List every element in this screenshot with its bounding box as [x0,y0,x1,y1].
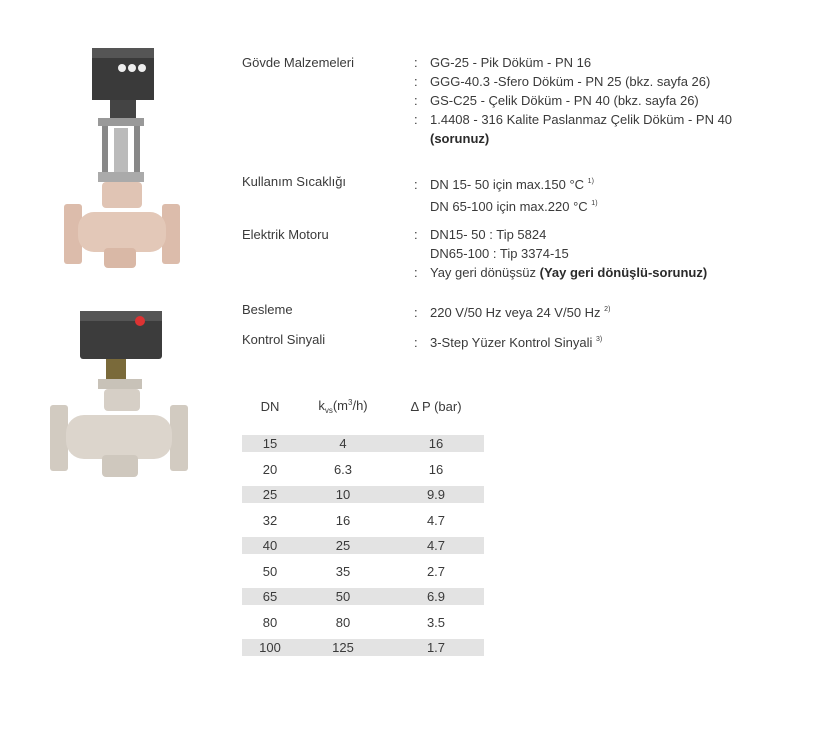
cell-dp: 16 [428,461,444,477]
spec-operating-temperature: Kullanım Sıcaklığı : DN 15- 50 için max.150 °C $^{1)}$ DN 65-100 için max.220 °C $^{1)}$ [242,174,598,214]
spec-value: Yay geri dönüşsüz [430,265,540,280]
cell-dn: 80 [262,614,278,630]
table-row [242,503,484,537]
cell-kvs: 80 [335,614,351,630]
cell-kvs: 125 [298,639,388,656]
spec-value: DN15- 50 : Tip 5824 [430,227,547,242]
table-row [242,639,484,656]
header-dn: DN [260,398,280,414]
cell-dp: 6.9 [388,588,484,605]
footnote-mark: 2) [604,306,611,313]
spec-label: Kontrol Sinyali [242,332,326,347]
spec-value-note: (Yay geri dönüşlü-sorunuz) [539,265,708,280]
spec-label: Gövde Malzemeleri [242,55,354,70]
valve-actuator-image-bottom [44,305,194,495]
cell-dp: 3.5 [426,614,446,630]
spec-value-note: (sorunuz) [430,131,490,146]
table-row [242,588,484,605]
cell-dp: 4.7 [388,537,484,554]
table-row [242,435,484,452]
header-delta-p: Δ P (bar) [410,398,462,414]
cell-kvs: 25 [298,537,388,554]
table-row [242,452,484,486]
cell-dn: 15 [242,435,298,452]
cell-kvs: 6.3 [333,461,353,477]
cell-kvs: 50 [298,588,388,605]
spec-electric-motor: Elektrik Motoru : DN15- 50 : Tip 5824 DN65-100 : Tip 3374-15 : Yay geri dönüşsüz (Yay geri dönüşlü-sorunuz) [242,227,708,280]
spec-value: 1.4408 - 316 Kalite Paslanmaz Çelik Döküm - PN 40 [430,112,733,127]
cell-dn: 32 [262,512,278,528]
cell-kvs: 35 [335,563,351,579]
spec-value: GS-C25 - Çelik Döküm - PN 40 (bkz. sayfa 26) [430,93,699,108]
spec-value: DN65-100 : Tip 3374-15 [430,246,569,261]
table-header-row [242,393,484,419]
table-row [242,554,484,588]
cell-dn: 25 [242,486,298,503]
cell-dn: 100 [242,639,298,656]
cell-dp: 4.7 [426,512,446,528]
footnote-mark: 1) [587,178,594,185]
cell-kvs: 4 [298,435,388,452]
spec-label: Elektrik Motoru [242,227,329,242]
cell-dp: 2.7 [426,563,446,579]
cell-dn: 50 [262,563,278,579]
cell-dn: 20 [262,461,278,477]
spec-value: GG-25 - Pik Döküm - PN 16 [430,55,592,70]
cell-dp: 9.9 [388,486,484,503]
cell-dp: 1.7 [388,639,484,656]
spec-value: GGG-40.3 -Sfero Döküm - PN 25 (bkz. sayfa 26) [430,74,711,89]
footnote-mark: 3) [595,336,603,343]
table-row [242,605,484,639]
cell-kvs: 16 [335,512,351,528]
spec-value: 220 V/50 Hz veya 24 V/50 Hz [430,305,601,320]
cell-kvs: 10 [298,486,388,503]
spec-value: 3-Step Yüzer Kontrol Sinyali [430,335,593,350]
spec-value: DN 65-100 için max.220 °C [430,199,588,214]
spec-body-material: Gövde Malzemeleri : GG-25 - Pik Döküm - PN 16 : GGG-40.3 -Sfero Döküm - PN 25 (bkz. sayfa 26) : GS-C25 - Çelik Döküm - PN 40 (bkz. sayfa 26) : 1.4408 - 316 Kalite Paslanmaz Çelik Döküm - PN 40 (sorunuz) [242,55,733,146]
cell-dn: 65 [242,588,298,605]
spec-supply: Besleme : 220 V/50 Hz veya 24 V/50 Hz $^{2)}$ [242,302,611,320]
dn-kvs-table [242,393,484,656]
valve-actuator-image-top [52,44,192,276]
cell-dn: 40 [242,537,298,554]
table-row [242,537,484,554]
spec-label: Besleme [242,302,293,317]
cell-dp: 16 [388,435,484,452]
spec-value: DN 15- 50 için max.150 °C [430,177,585,192]
header-kvs: $k_{vs}(m^3/h)$ [318,397,368,415]
footnote-mark: 1) [591,200,598,207]
spec-label: Kullanım Sıcaklığı [242,174,347,189]
spec-control-signal: Kontrol Sinyali : 3-Step Yüzer Kontrol Sinyali $^{3)}$ [242,332,603,350]
table-row [242,486,484,503]
